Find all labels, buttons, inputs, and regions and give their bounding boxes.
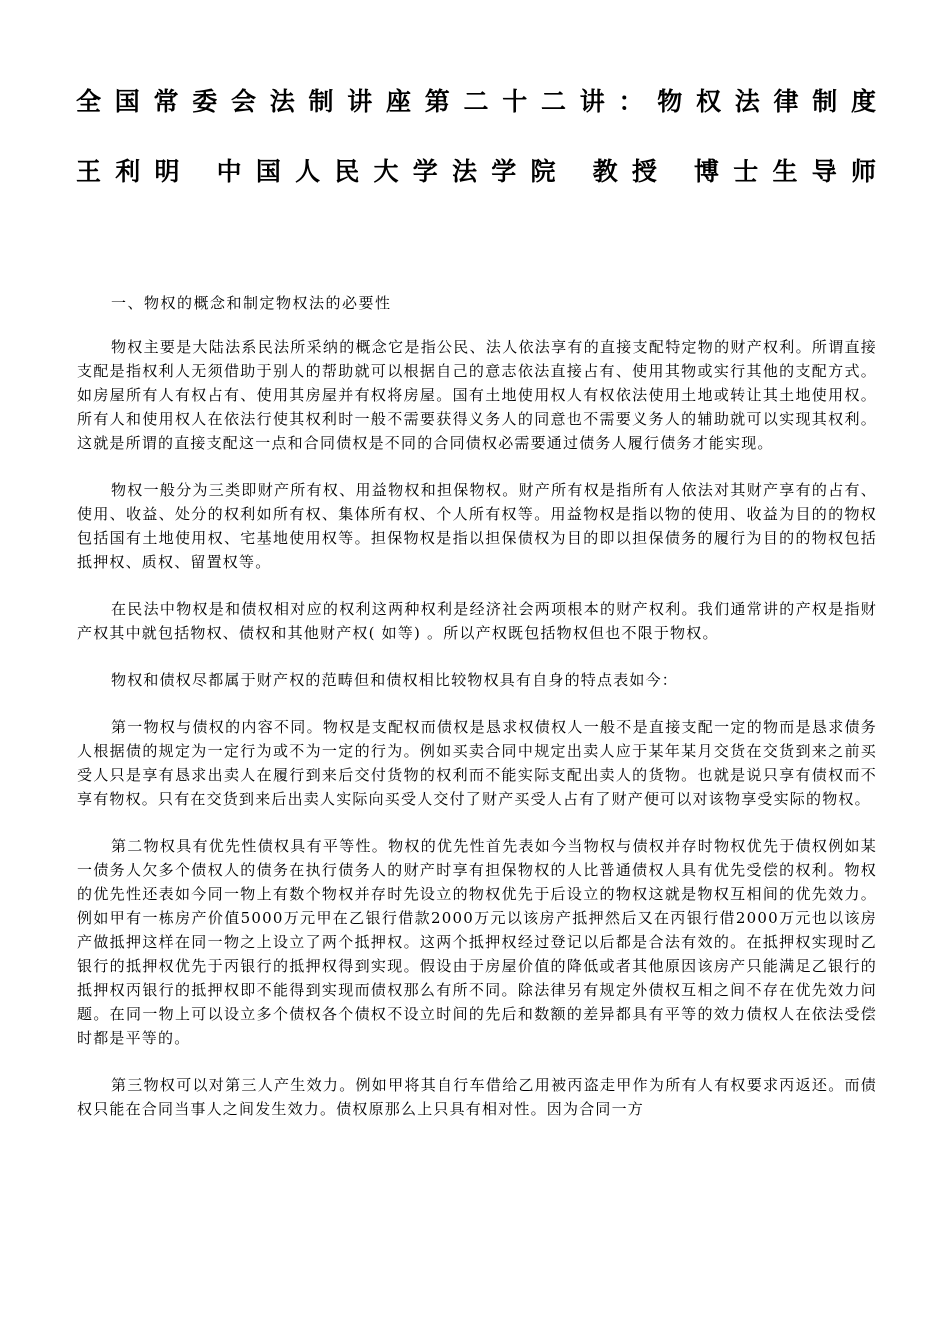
author-line: 王利明 中国人民大学法学院 教授 博士生导师 [76, 157, 876, 186]
paragraph-second-difference: 第二物权具有优先性债权具有平等性。物权的优先性首先表如今当物权与债权并存时物权优先于债权例如某一债务人欠多个债权人的债务在执行债务人的财产时享有担保物权的人比普通债权人具有优先受偿的权利。物权的优先性还表如今同一物上有数个物权并存时先设立的物权优先于后设立的物权这就是物权互相间的优先效力。例如甲有一栋房产价值5000万元甲在乙银行借款2000万元以该房产抵押然后又在丙银行借2000万元也以该房产做抵押这样在同一物之上设立了两个抵押权。这两个抵押权经过登记以后都是合法有效的。在抵押权实现时乙银行的抵押权优先于丙银行的抵押权得到实现。假设由于房屋价值的降低或者其他原因该房产只能满足乙银行的抵押权丙银行的抵押权即不能得到实现而债权那么有所不同。除法律另有规定外债权互相之间不存在优先效力问题。在同一物上可以设立多个债权各个债权不设立时间的先后和数额的差异都具有平等的效力债权人在依法受偿时都是平等的。 [77, 837, 877, 1047]
paragraph-property-rights: 在民法中物权是和债权相对应的权利这两种权利是经济社会两项根本的财产权利。我们通常讲的产权是指财产权其中就包括物权、债权和其他财产权( 如等) 。所以产权既包括物权但也不限于物权。 [77, 600, 877, 642]
paragraph-definition: 物权主要是大陆法系民法所采纳的概念它是指公民、法人依法享有的直接支配特定物的财产权利。所谓直接支配是指权利人无须借助于别人的帮助就可以根据自己的意志依法直接占有、使用其物或实行其他的支配方式。如房屋所有人有权占有、使用其房屋并有权将房屋。国有土地使用权人有权依法使用土地或转让其土地使用权。所有人和使用权人在依法行使其权利时一般不需要获得义务人的同意也不需要义务人的辅助就可以实现其权利。这就是所谓的直接支配这一点和合同债权是不同的合同债权必需要通过债务人履行债务才能实现。 [77, 338, 877, 452]
paragraph-classification: 物权一般分为三类即财产所有权、用益物权和担保物权。财产所有权是指所有人依法对其财产享有的占有、使用、收益、处分的权利如所有权、集体所有权、个人所有权等。用益物权是指以物的使用、收益为目的的物权包括国有土地使用权、宅基地使用权等。担保物权是指以担保债权为目的即以担保债务的履行为目的的物权包括抵押权、质权、留置权等。 [77, 481, 877, 571]
document-body [77, 291, 877, 1144]
document-title: 全国常委会法制讲座第二十二讲：物权法律制度 [76, 87, 876, 116]
paragraph-characteristics-intro: 物权和债权尽都属于财产权的范畴但和债权相比较物权具有自身的特点表如今： [111, 671, 679, 689]
paragraph-first-difference: 第一物权与债权的内容不同。物权是支配权而债权是恳求权债权人一般不是直接支配一定的物而是恳求债务人根据债的规定为一定行为或不为一定的行为。例如买卖合同中规定出卖人应于某年某月交货在交货到来之前买受人只是享有恳求出卖人在履行到来后交付货物的权利而不能实际支配出卖人的货物。也就是说只享有债权而不享有物权。只有在交货到来后出卖人实际向买受人交付了财产买受人占有了财产便可以对该物享受实际的物权。 [77, 718, 877, 808]
section-heading: 一、物权的概念和制定物权法的必要性 [111, 294, 392, 312]
paragraph-third-difference: 第三物权可以对第三人产生效力。例如甲将其自行车借给乙用被丙盗走甲作为所有人有权要求丙返还。而债权只能在合同当事人之间发生效力。债权原那么上只具有相对性。因为合同一方 [77, 1076, 877, 1118]
